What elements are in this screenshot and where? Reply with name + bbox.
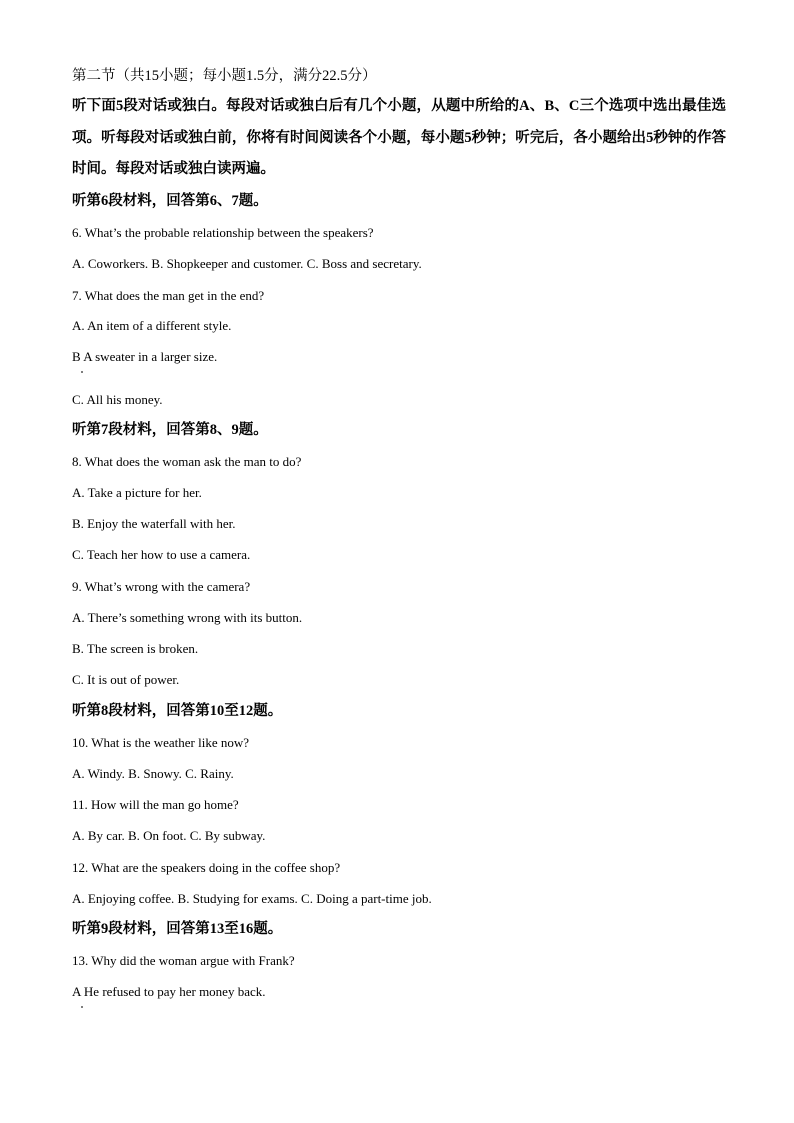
question-9-text: 9. What’s wrong with the camera?	[72, 579, 251, 594]
question-12-options: A. Enjoying coffee. B. Studying for exams. C. Doing a part-time job.	[72, 891, 432, 906]
question-9-option-b: B. The screen is broken.	[72, 641, 199, 656]
group-heading-10-12: 听第8段材料，回答第10至12题。	[72, 703, 283, 719]
section-instructions: 听下面5段对话或独白。每段对话或独白后有几个小题，从题中所给的A、B、C三个选项中选出最佳选项。听每段对话或独白前，你将有时间阅读各个小题，每小题5秒钟；听完后，各小题给出5秒钟的作答时间。每段对话或独白读两遍。	[72, 98, 726, 177]
question-8-option-b: B. Enjoy the waterfall with her.	[72, 516, 236, 531]
group-heading-6-7: 听第6段材料，回答第6、7题。	[72, 193, 268, 209]
question-6-options: A. Coworkers. B. Shopkeeper and customer. C. Boss and secretary.	[72, 256, 422, 271]
stray-dot	[81, 1006, 83, 1008]
question-13-text: 13. Why did the woman argue with Frank?	[72, 953, 295, 968]
question-9-option-c: C. It is out of power.	[72, 672, 180, 687]
question-8-option-c: C. Teach her how to use a camera.	[72, 547, 251, 562]
section-header: 第二节（共15小题；每小题1.5分，满分22.5分）	[72, 68, 377, 84]
question-8-option-a: A. Take a picture for her.	[72, 485, 202, 500]
question-12-text: 12. What are the speakers doing in the coffee shop?	[72, 860, 341, 875]
question-11-options: A. By car. B. On foot. C. By subway.	[72, 828, 266, 843]
question-7-option-c: C. All his money.	[72, 392, 163, 407]
question-7-option-b: B A sweater in a larger size.	[72, 349, 218, 364]
question-9-option-a: A. There’s something wrong with its button.	[72, 610, 303, 625]
group-heading-8-9: 听第7段材料，回答第8、9题。	[72, 422, 268, 438]
question-13-option-a: A He refused to pay her money back.	[72, 984, 266, 999]
question-10-text: 10. What is the weather like now?	[72, 735, 250, 750]
question-6-text: 6. What’s the probable relationship between the speakers?	[72, 225, 374, 240]
question-7-option-a: A. An item of a different style.	[72, 318, 232, 333]
question-10-options: A. Windy. B. Snowy. C. Rainy.	[72, 766, 234, 781]
question-8-text: 8. What does the woman ask the man to do?	[72, 454, 302, 469]
question-11-text: 11. How will the man go home?	[72, 797, 239, 812]
question-7-text: 7. What does the man get in the end?	[72, 288, 265, 303]
stray-dot	[81, 371, 83, 373]
group-heading-13-16: 听第9段材料，回答第13至16题。	[72, 921, 283, 937]
